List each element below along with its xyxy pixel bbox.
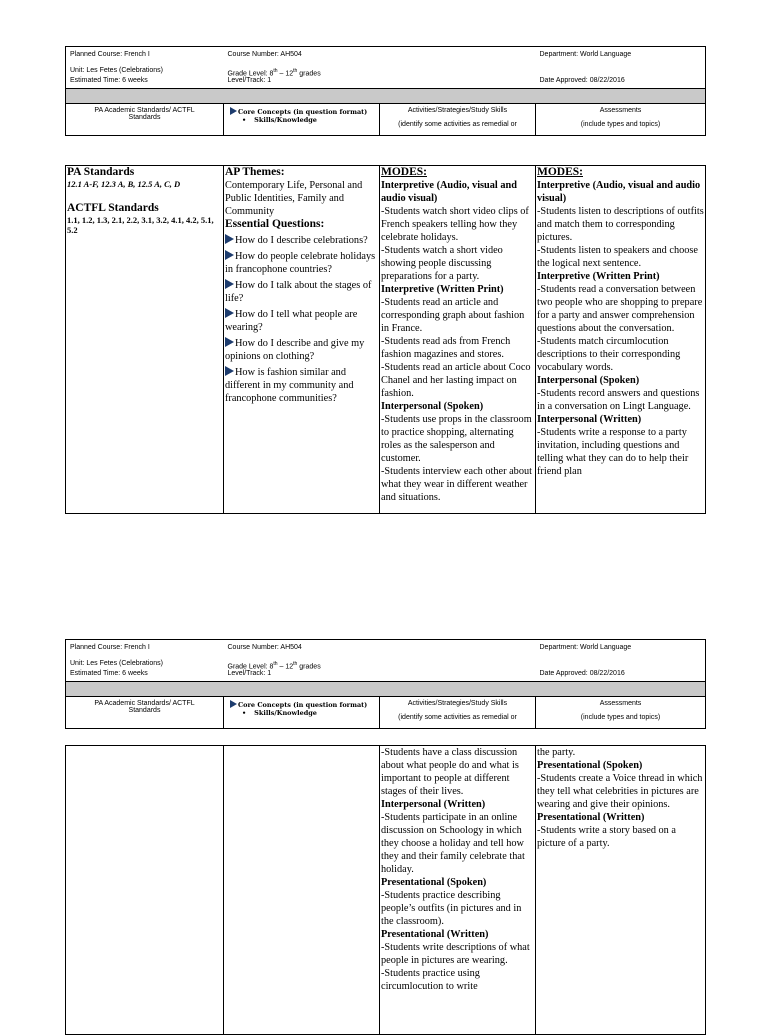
activity-text: -Students have a class discussion about what people do and what is important to people at different stages of their lives. [381, 747, 519, 797]
department: Department: World Language [539, 51, 632, 58]
estimated-time: Estimated Time: 6 weeks [70, 670, 148, 677]
activity-text: -Students read ads from French fashion magazines and stores. [381, 336, 511, 360]
arrow-icon [225, 250, 234, 260]
activity-text: -Students interview each other about what they wear in different weather and situations. [381, 466, 532, 503]
date-approved: Date Approved: 08/22/2016 [539, 77, 625, 84]
assessment-text: -Students listen to descriptions of outfits and match them to corresponding pictures. [537, 206, 704, 243]
mode-heading: Interpretive (Written Print) [381, 284, 504, 295]
col-header-assessments: Assessments (include types and topics) [536, 104, 706, 136]
mode-heading: Interpersonal (Written) [381, 799, 486, 810]
col-header-concepts: Core Concepts (in question format) • Skills/Knowledge [224, 104, 380, 136]
assessment-text: -Students write a response to a party invitation, including questions and telling what they can do to help their friend plan [537, 427, 689, 477]
pa-standards-list: 12.1 A-F, 12.3 A, B, 12.5 A, C, D [67, 179, 181, 189]
activity-text: -Students read an article and corresponding graph about fashion in France. [381, 297, 525, 334]
col-header-activities: Activities/Strategies/Study Skills (identify some activities as remedial or [380, 697, 536, 729]
assessment-text: -Students write a story based on a picture of a party. [537, 825, 676, 849]
course-number: Course Number: AH504 [227, 51, 302, 58]
activity-text: -Students practice using circumlocution to write [381, 968, 480, 992]
estimated-time: Estimated Time: 6 weeks [70, 77, 148, 84]
col-header-standards: PA Academic Standards/ ACTFL Standards [66, 104, 224, 136]
planned-course: Planned Course: French I [70, 644, 150, 651]
themes-cell [224, 166, 380, 514]
gray-band [66, 89, 706, 104]
standards-cell [66, 746, 224, 1035]
mode-heading: Interpersonal (Spoken) [381, 401, 484, 412]
header-block-1 [65, 46, 705, 136]
activities-cell [380, 166, 536, 514]
arrow-icon [230, 700, 237, 708]
col-header-activities: Activities/Strategies/Study Skills (identify some activities as remedial or [380, 104, 536, 136]
actfl-standards-list: 1.1, 1.2, 1.3, 2.1, 2.2, 3.1, 3.2, 4.1, 4.2, 5.1, 5.2 [67, 214, 214, 235]
assessment-text: -Students listen to speakers and choose the logical next sentence. [537, 245, 698, 269]
curriculum-table-page-1 [65, 165, 706, 514]
pa-standards-title: PA Standards [67, 166, 135, 178]
curriculum-table-page-2 [65, 745, 706, 1035]
essential-questions-title: Essential Questions: [225, 218, 325, 230]
activities-cell [380, 746, 536, 1035]
level-track: Level/Track: 1 [227, 670, 272, 677]
date-approved: Date Approved: 08/22/2016 [539, 670, 625, 677]
activity-text: -Students watch a short video showing people discussing preparations for a party. [381, 245, 503, 282]
modes-heading: MODES: [381, 166, 427, 178]
arrow-icon [225, 337, 234, 347]
unit-name: Unit: Les Fetes (Celebrations) [70, 660, 163, 667]
assessment-text: -Students read a conversation between two people who are shopping to prepare for a party and answer comprehension questions about the conversation. [537, 284, 703, 334]
question-item: How do I describe celebrations? [225, 234, 378, 247]
question-item: How do people celebrate holidays in francophone countries? [225, 251, 376, 275]
arrow-icon [230, 107, 237, 115]
arrow-icon [225, 366, 234, 376]
mode-heading: Presentational (Spoken) [381, 877, 487, 888]
planned-course: Planned Course: French I [70, 51, 150, 58]
standards-cell [66, 166, 224, 514]
question-item: How do I tell what people are wearing? [225, 309, 358, 333]
assessments-cell [536, 746, 706, 1035]
arrow-icon [225, 234, 234, 244]
mode-heading: Interpretive (Written Print) [537, 271, 660, 282]
assessment-text: -Students record answers and questions in a conversation on Lingt Language. [537, 388, 700, 412]
level-track: Level/Track: 1 [227, 77, 272, 84]
col-header-standards: PA Academic Standards/ ACTFL Standards [66, 697, 224, 729]
gray-band [66, 682, 706, 697]
col-header-concepts: Core Concepts (in question format) • Skills/Knowledge [224, 697, 380, 729]
assessment-text: -Students create a Voice thread in which they tell what celebrities in pictures are wearing and give their opinions. [537, 773, 703, 810]
grade-level: Grade Level: 8th – 12th grades [227, 661, 321, 671]
ap-themes-title: AP Themes: [225, 166, 285, 178]
question-item: How do I talk about the stages of life? [225, 280, 372, 304]
mode-heading: Interpretive (Audio, visual and audio visual) [537, 180, 701, 204]
assessment-text: -Students match circumlocution descriptions to their corresponding vocabulary words. [537, 336, 681, 373]
ap-themes-text: Contemporary Life, Personal and Public Identities, Family and Community [225, 180, 363, 217]
question-item: How is fashion similar and different in my community and francophone communities? [225, 367, 354, 404]
arrow-icon [225, 308, 234, 318]
actfl-standards-title: ACTFL Standards [67, 201, 159, 214]
unit-name: Unit: Les Fetes (Celebrations) [70, 67, 163, 74]
mode-heading: Presentational (Written) [537, 812, 645, 823]
activity-text: -Students write descriptions of what people in pictures are wearing. [381, 942, 530, 966]
arrow-icon [225, 279, 234, 289]
mode-heading: Interpretive (Audio, visual and audio visual) [381, 180, 517, 204]
themes-cell [224, 746, 380, 1035]
activity-text: -Students participate in an online discussion on Schoology in which they choose a holiday and tell how they and their family celebrate that holiday. [381, 812, 525, 875]
activity-text: -Students practice describing people’s outfits (in pictures and in the classroom). [381, 890, 522, 927]
course-number: Course Number: AH504 [227, 644, 302, 651]
mode-heading: Interpersonal (Spoken) [537, 375, 640, 386]
mode-heading: Presentational (Spoken) [537, 760, 643, 771]
activity-text: -Students use props in the classroom to practice shopping, alternating roles as the salesperson and customer. [381, 414, 532, 464]
grade-level: Grade Level: 8th – 12th grades [227, 68, 321, 78]
assessment-text: the party. [537, 747, 576, 758]
mode-heading: Presentational (Written) [381, 929, 489, 940]
col-header-assessments: Assessments (include types and topics) [536, 697, 706, 729]
activity-text: -Students watch short video clips of French speakers telling how they celebrate holidays. [381, 206, 529, 243]
question-item: How do I describe and give my opinions on clothing? [225, 338, 365, 362]
assessments-cell [536, 166, 706, 514]
activity-text: -Students read an article about Coco Chanel and her lasting impact on fashion. [381, 362, 531, 399]
department: Department: World Language [539, 644, 632, 651]
mode-heading: Interpersonal (Written) [537, 414, 642, 425]
modes-heading: MODES: [537, 166, 583, 178]
header-block-2 [65, 639, 705, 729]
